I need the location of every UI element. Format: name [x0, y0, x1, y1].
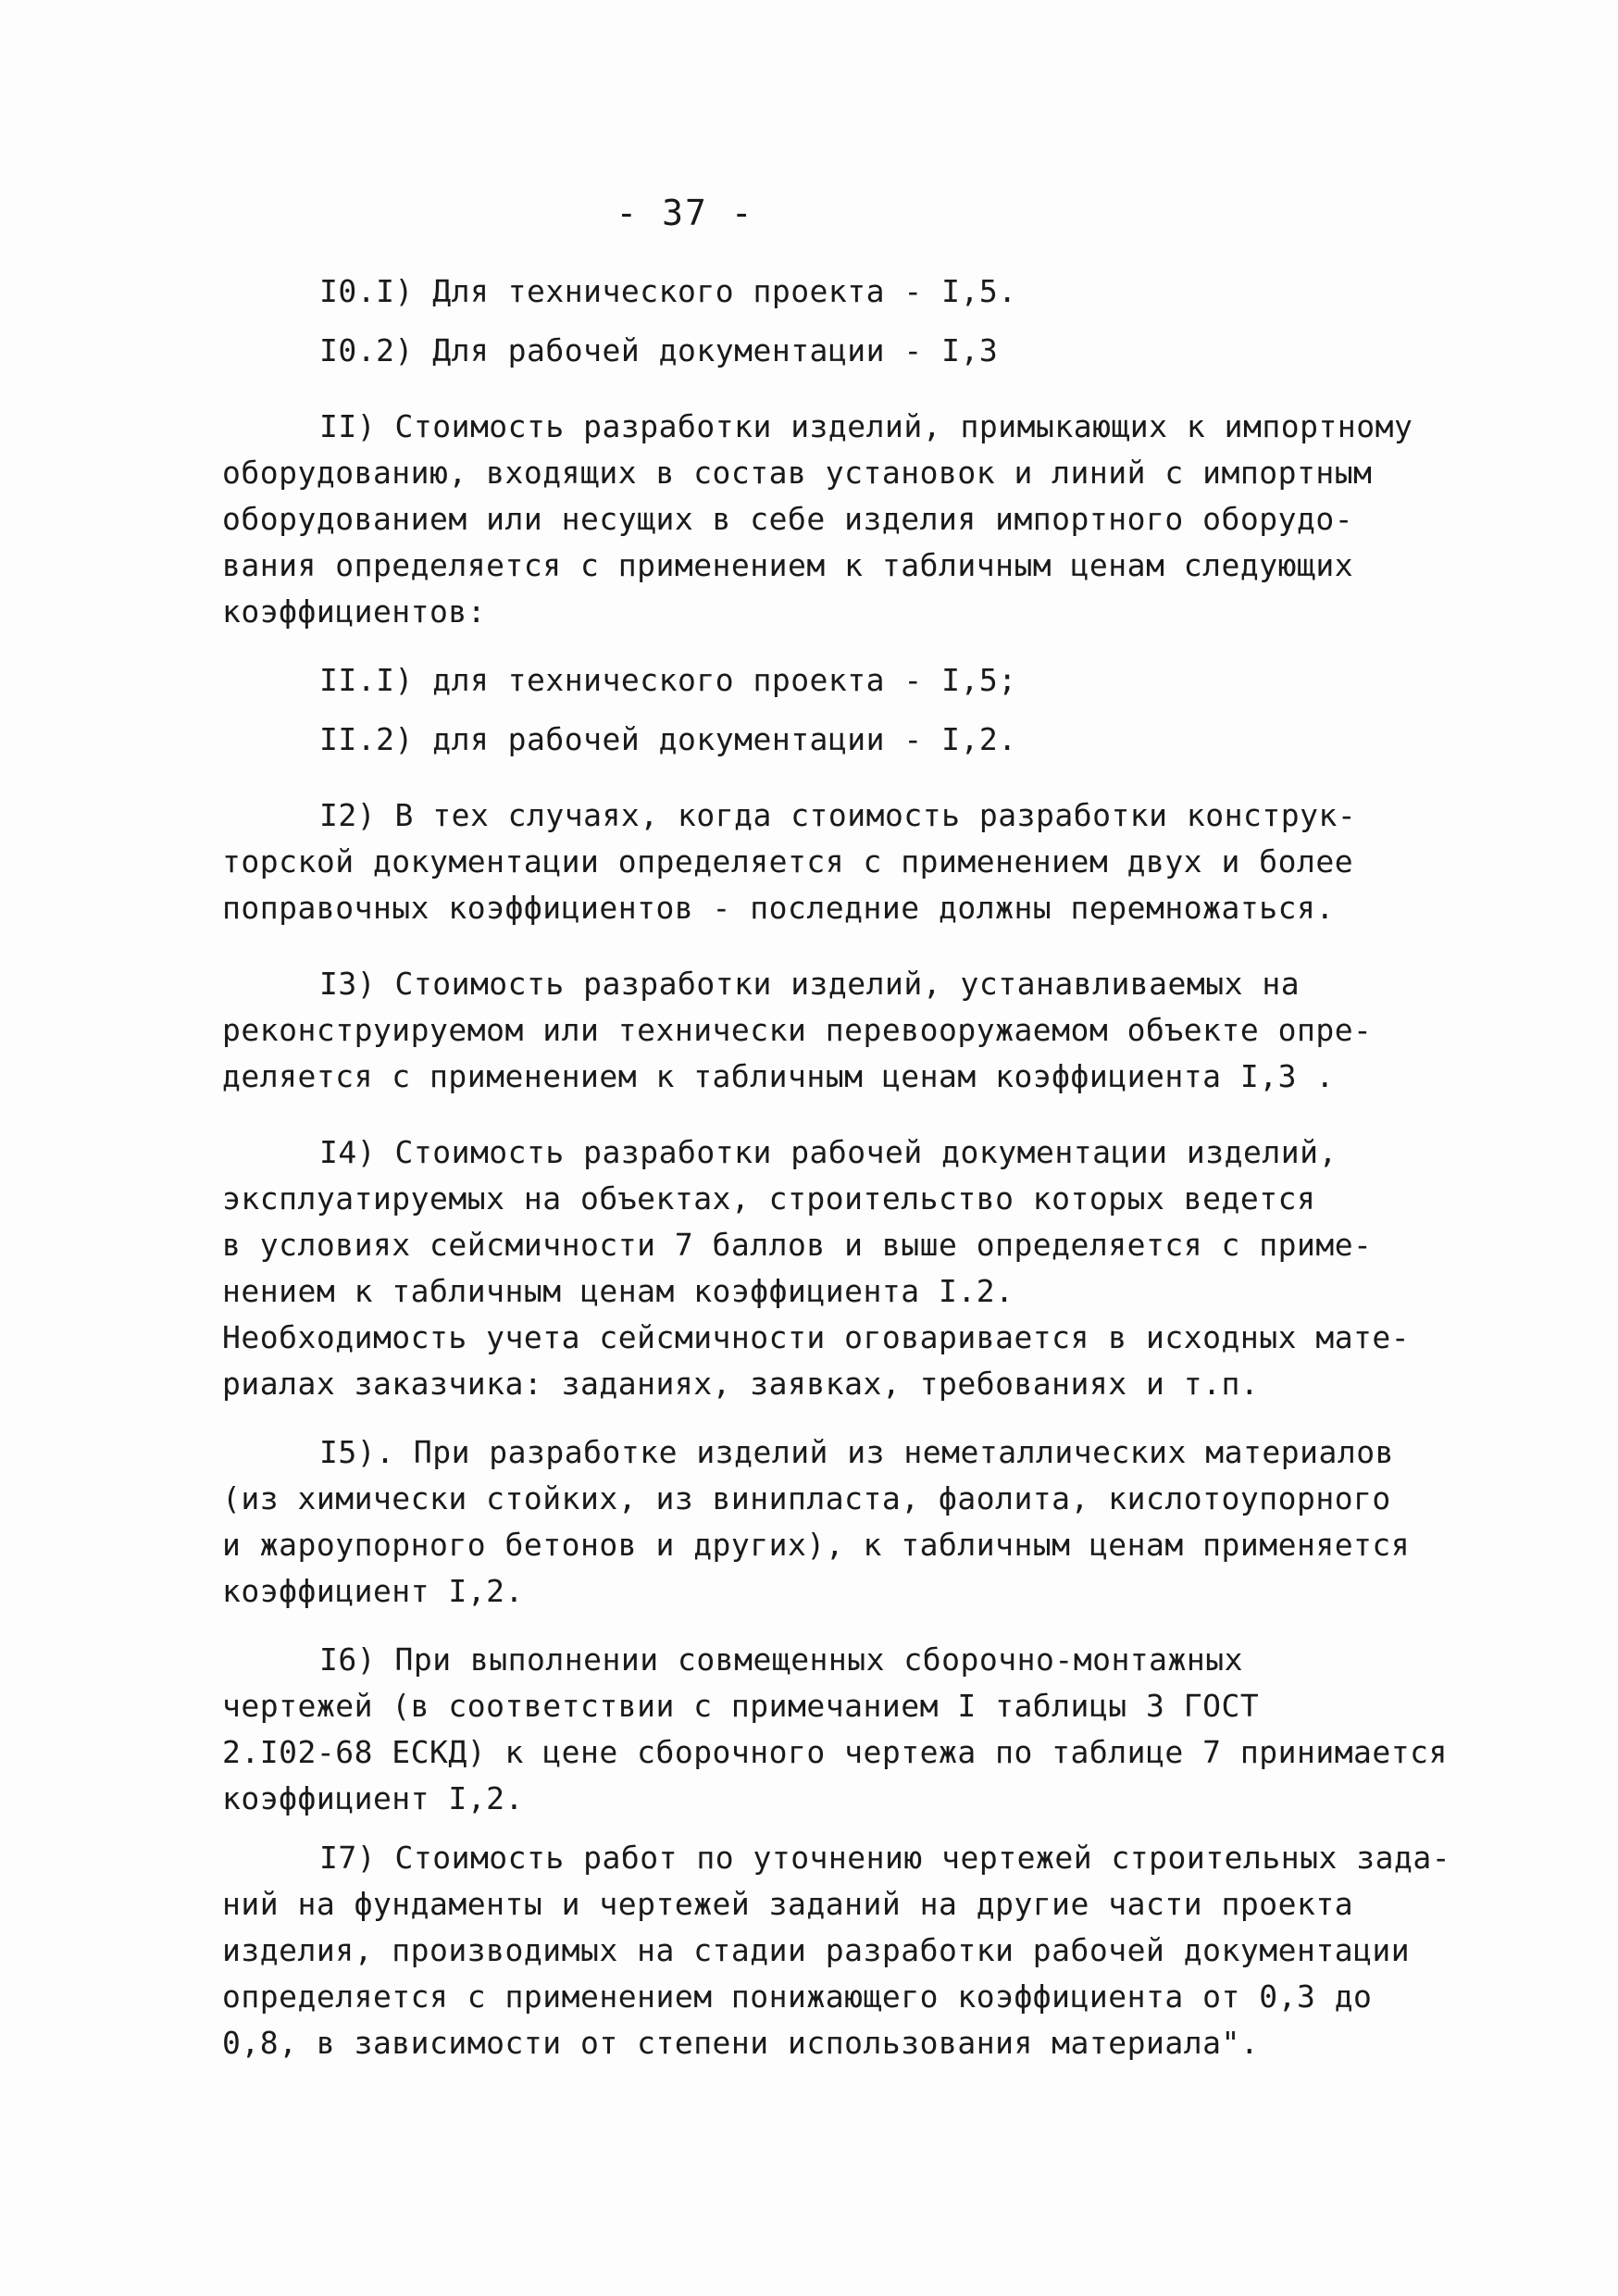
text-line: II.2) для рабочей документации - I,2. — [319, 721, 1017, 757]
text-line: (из химически стойких, из винипласта, фаолита, кислотоупорного — [222, 1480, 1391, 1516]
text-line: 0,8, в зависимости от степени использования материала". — [222, 2025, 1260, 2061]
text-line: I0.2) Для рабочей документации - I,3 — [319, 332, 999, 368]
text-line: I0.I) Для технического проекта - I,5. — [319, 273, 1017, 309]
paragraph-15 — [222, 1429, 1425, 1615]
text-line: оборудованием или несущих в себе изделия импортного оборудо- — [222, 501, 1354, 537]
text-line: I6) При выполнении совмещенных сборочно-монтажных — [319, 1641, 1244, 1678]
paragraph-17 — [222, 1835, 1451, 2066]
text-line: эксплуатируемых на объектах, строительство которых ведется — [222, 1180, 1316, 1217]
text-line: изделия, производимых на стадии разработки рабочей документации — [222, 1932, 1411, 1968]
text-line: поправочных коэффициентов - последние должны перемножаться. — [222, 890, 1335, 926]
paragraph-16 — [222, 1637, 1448, 1822]
text-line: чертежей (в соответствии с примечанием I таблицы 3 ГОСТ — [222, 1688, 1260, 1724]
paragraph-10-1 — [222, 268, 1425, 315]
text-line: определяется с применением понижающего коэффициента от 0,3 до — [222, 1978, 1373, 2015]
paragraph-11-1 — [222, 657, 1425, 704]
text-line: оборудованию, входящих в состав установок и линий с импортным — [222, 455, 1373, 491]
page-number: - 37 - — [616, 193, 754, 233]
text-line: и жароупорного бетонов и других), к табличным ценам применяется — [222, 1527, 1411, 1563]
text-line: II) Стоимость разработки изделий, примыкающих к импортному — [319, 408, 1413, 444]
text-line: коэффициентов: — [222, 593, 487, 630]
text-line: вания определяется с применением к табличным ценам следующих — [222, 547, 1354, 583]
text-line: I5). При разработке изделий из неметаллических материалов — [319, 1434, 1394, 1470]
document-body — [222, 268, 1451, 2066]
text-line: II.I) для технического проекта - I,5; — [319, 662, 1017, 698]
text-line: торской документации определяется с применением двух и более — [222, 843, 1354, 880]
text-line: коэффициент I,2. — [222, 1573, 524, 1609]
paragraph-10-2 — [222, 328, 1425, 374]
paragraph-12 — [222, 792, 1425, 931]
text-line: нением к табличным ценам коэффициента I.2. — [222, 1273, 1014, 1309]
paragraph-11-2 — [222, 717, 1425, 763]
paragraph-13 — [222, 961, 1425, 1100]
text-line: реконструируемом или технически перевооружаемом объекте опре- — [222, 1012, 1373, 1048]
text-line: I3) Стоимость разработки изделий, устанавливаемых на — [319, 966, 1301, 1002]
text-line: ний на фундаменты и чертежей заданий на другие части проекта — [222, 1886, 1354, 1922]
text-line: I4) Стоимость разработки рабочей документации изделий, — [319, 1134, 1338, 1170]
text-line: в условиях сейсмичности 7 баллов и выше определяется с приме- — [222, 1227, 1373, 1263]
paragraph-11 — [222, 404, 1425, 635]
text-line: риалах заказчика: заданиях, заявках, требованиях и т.п. — [222, 1366, 1260, 1402]
text-line: I7) Стоимость работ по уточнению чертежей строительных зада- — [319, 1840, 1451, 1876]
text-line: деляется с применением к табличным ценам коэффициента I,3 . — [222, 1058, 1335, 1094]
text-line: коэффициент I,2. — [222, 1780, 524, 1816]
paragraph-14 — [222, 1129, 1425, 1407]
text-line: Необходимость учета сейсмичности оговаривается в исходных мате- — [222, 1319, 1411, 1355]
text-line: I2) В тех случаях, когда стоимость разработки конструк- — [319, 797, 1357, 833]
text-line: 2.I02-68 ЕСКД) к цене сборочного чертежа по таблице 7 принимается — [222, 1734, 1448, 1770]
